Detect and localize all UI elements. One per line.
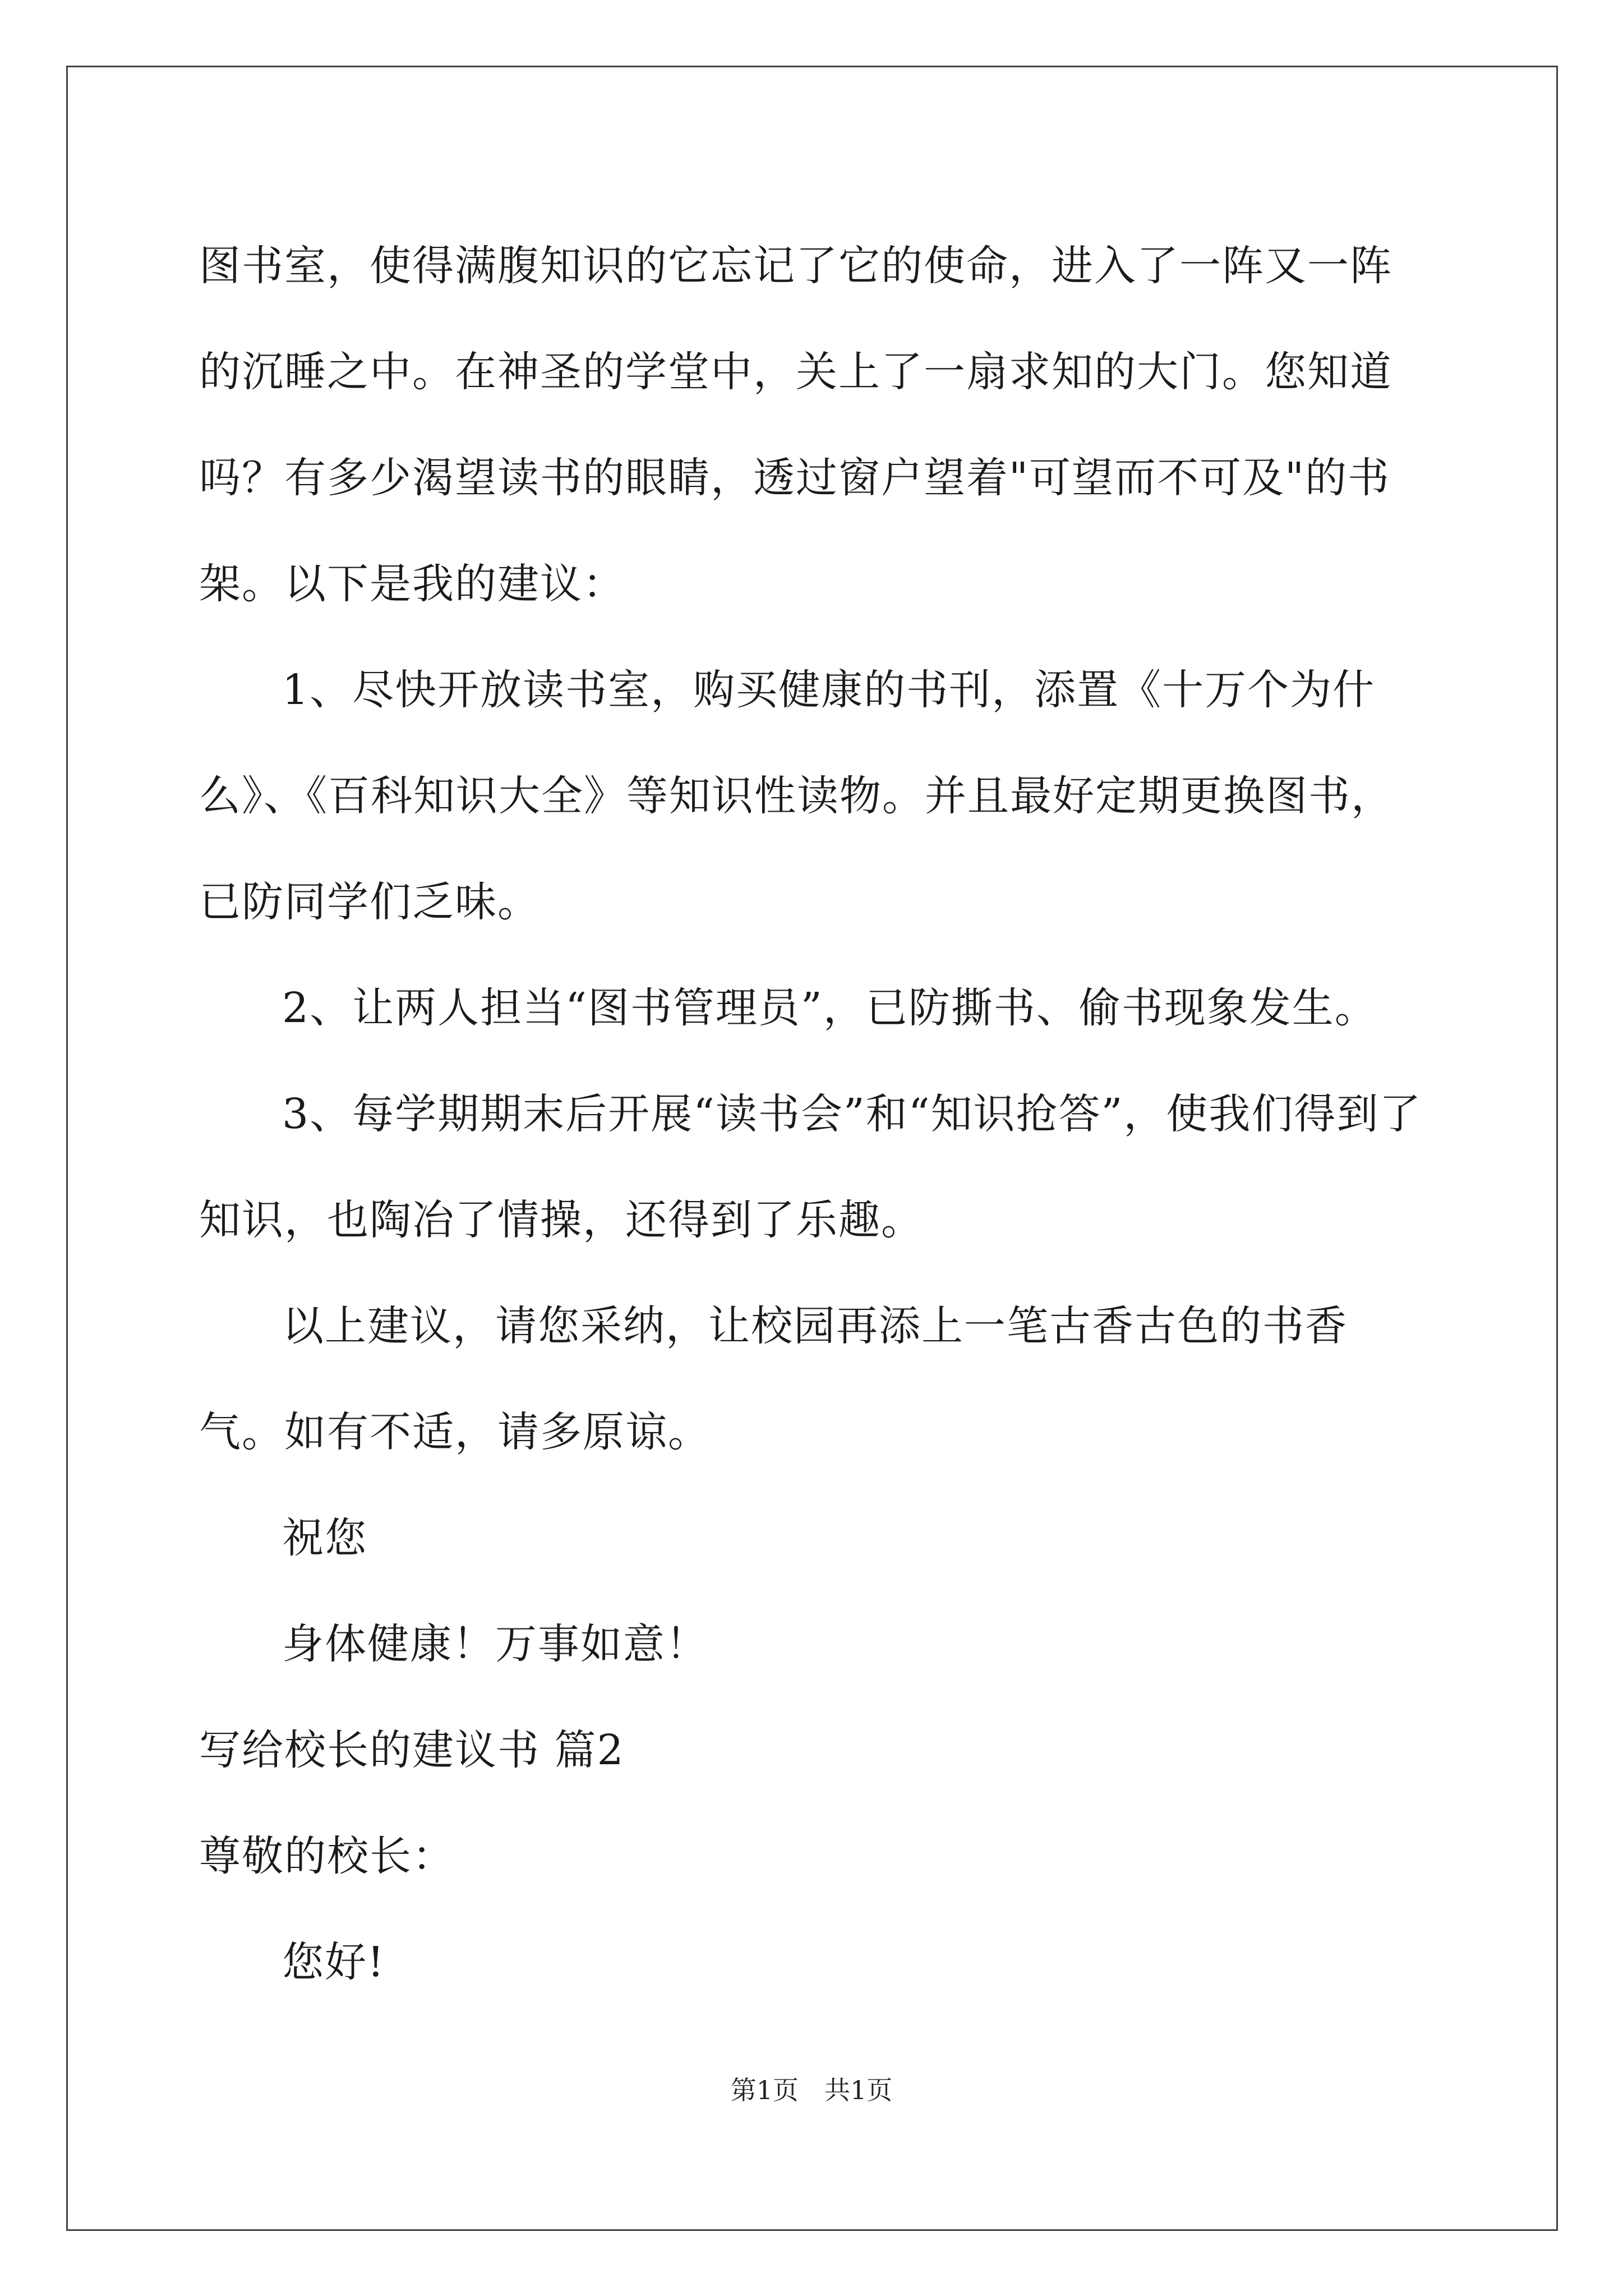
page-number: 第1页 共1页 [730,2075,893,2105]
letter-greeting: 尊敬的校长： [199,1832,455,1880]
paragraph-wishes: 身体健康！万事如意！ [282,1620,708,1668]
paragraph-salutation: 祝您 [282,1514,367,1562]
section-title: 写给校长的建议书 篇2 [199,1726,625,1774]
paragraph-suggestion-3: 3、每学期期末后开展“读书会”和“知识抢答”，使我们得到了知识，也陶冶了情操，还得到了乐趣。 [199,1090,1422,1244]
document-body [199,213,1427,2016]
paragraph-closing: 以上建议，请您采纳，让校园再添上一笔古香古色的书香气。如有不适，请多原谅。 [199,1302,1348,1456]
paragraph-suggestion-1: 1、尽快开放读书室，购买健康的书刊，添置《十万个为什么》、《百科知识大全》等知识性读物。并且最好定期更换图书，已防同学们乏味。 [199,666,1394,926]
paragraph-suggestion-2: 2、让两人担当“图书管理员”，已防撕书、偷书现象发生。 [282,984,1377,1032]
letter-hello: 您好! [282,1938,385,1986]
paragraph-intro: 图书室，使得满腹知识的它忘记了它的使命，进入了一阵又一阵的沉睡之中。在神圣的学堂中，关上了一扇求知的大门。您知道吗？有多少渴望读书的眼睛，透过窗户望着"可望而不可及"的书架。以下是我的建议： [199,242,1393,608]
